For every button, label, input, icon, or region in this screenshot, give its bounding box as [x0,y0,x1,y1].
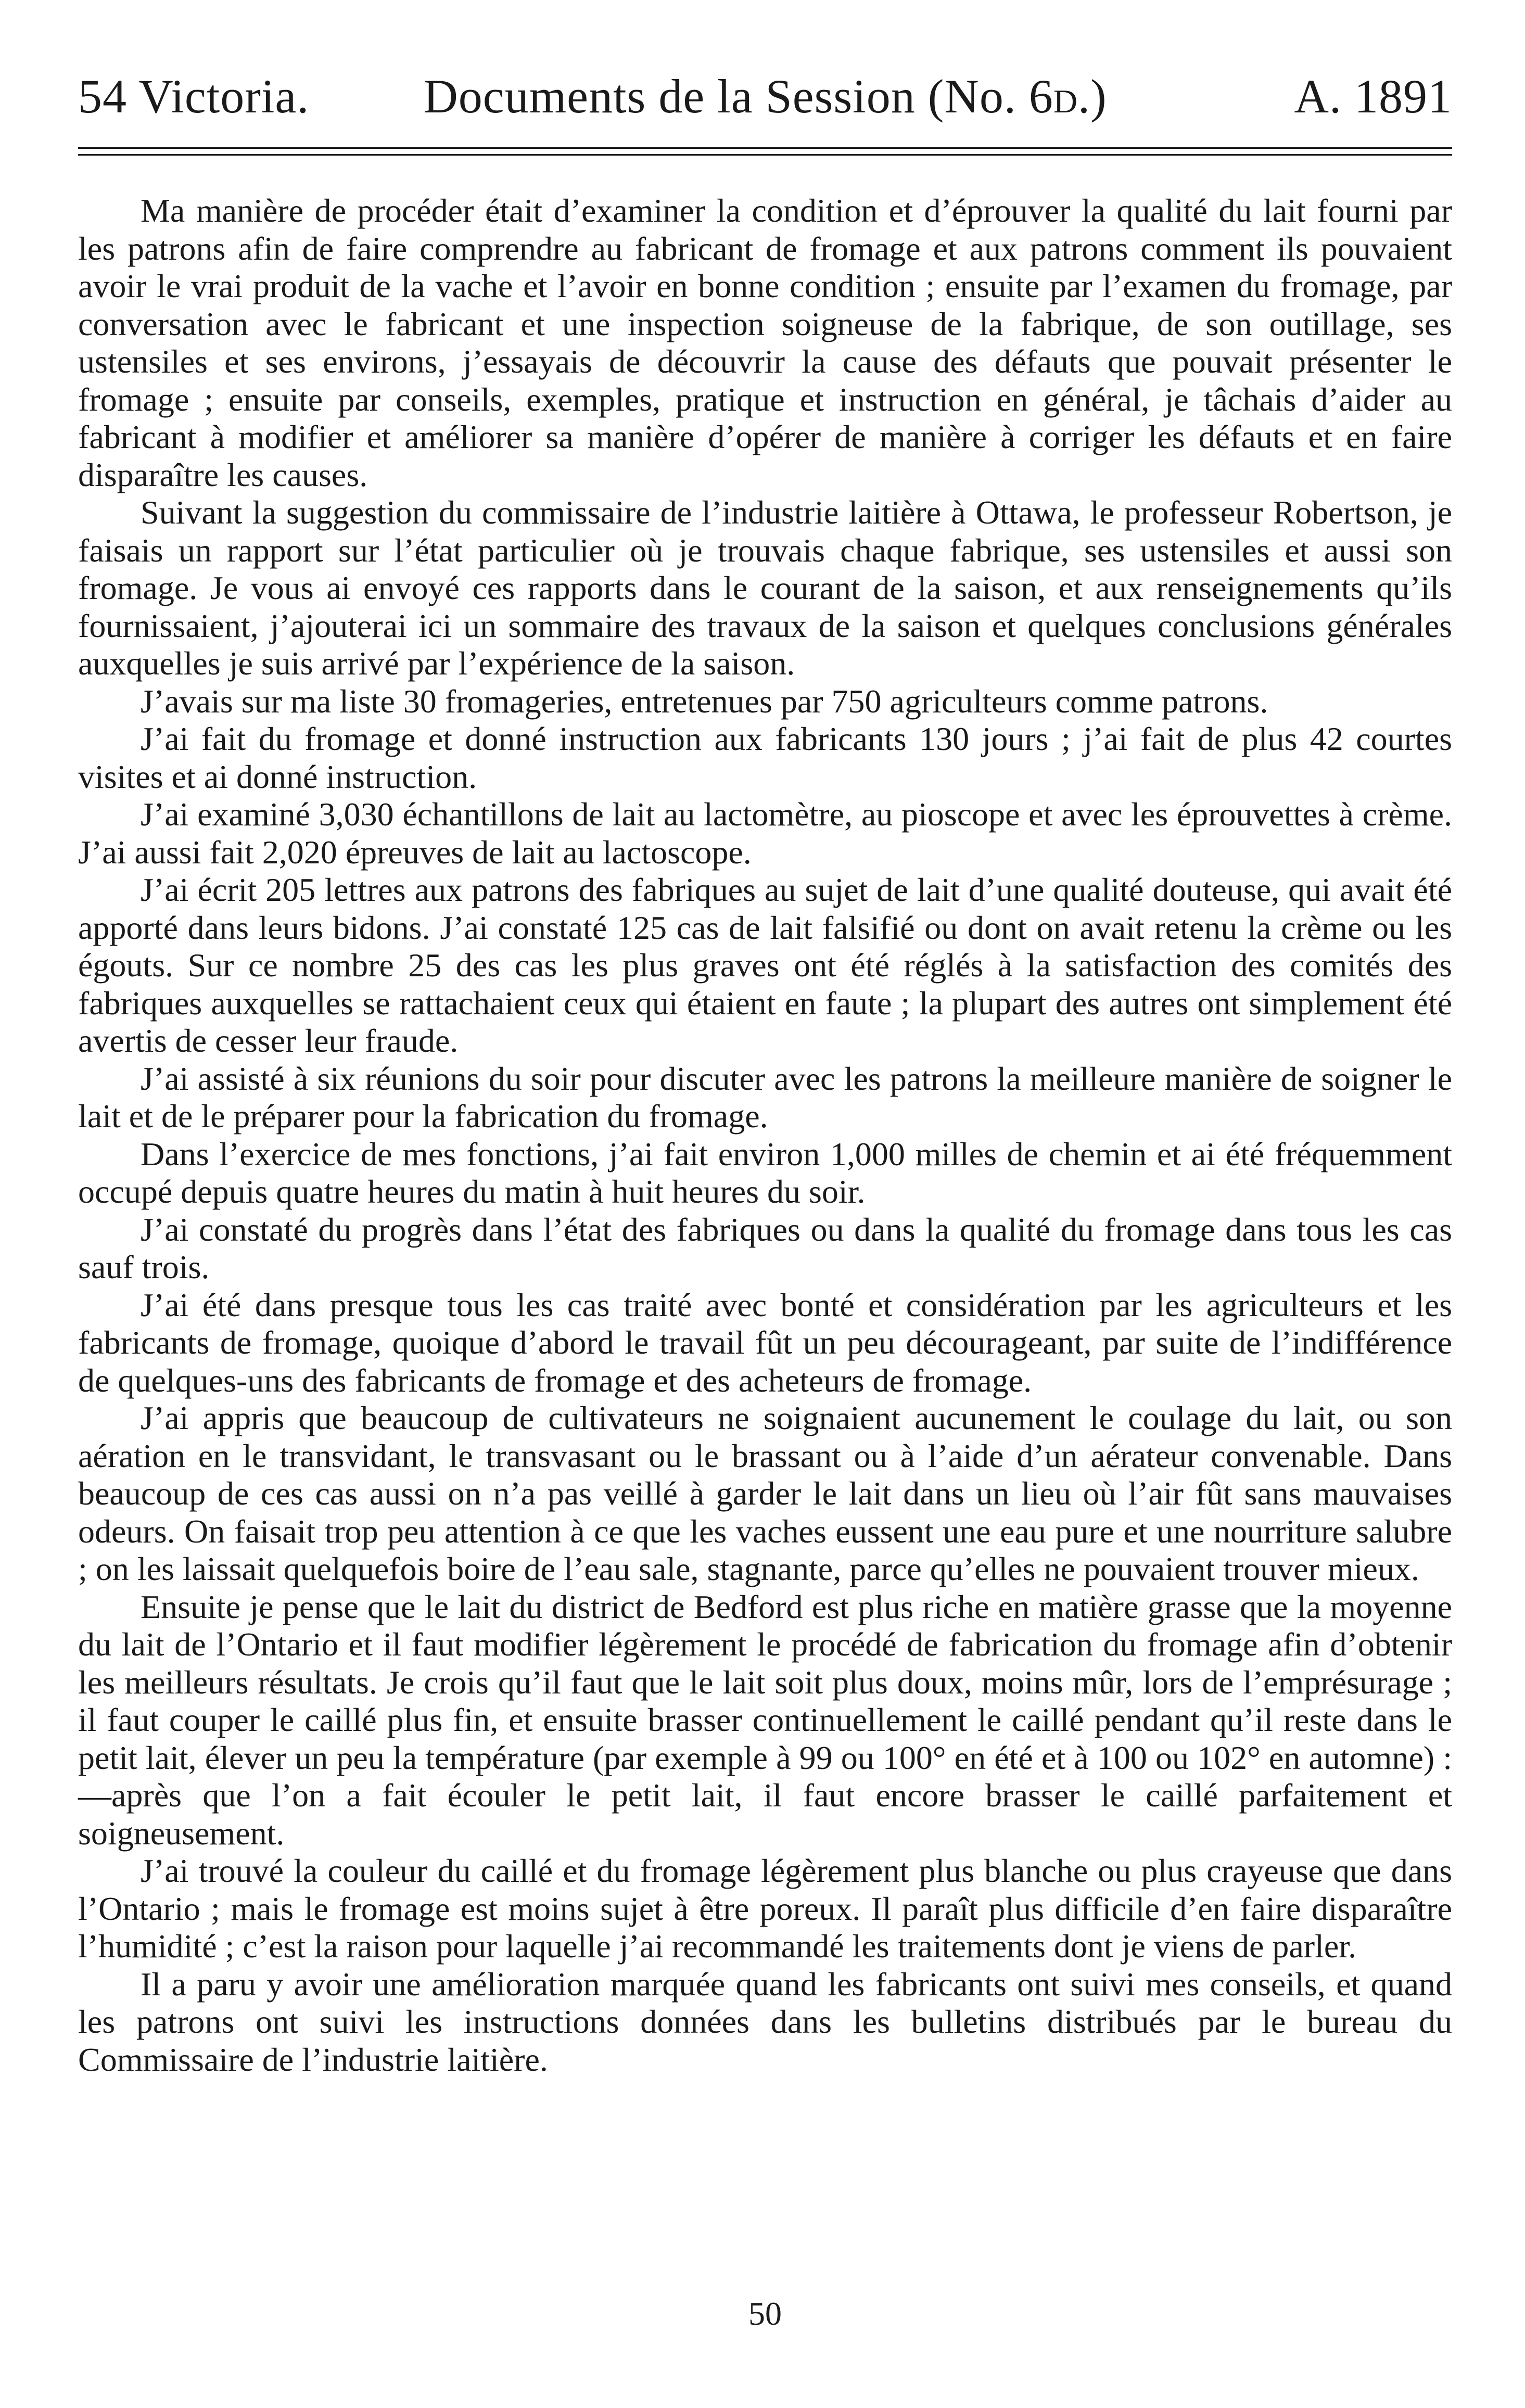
header-double-rule [78,147,1452,156]
paragraph: Ensuite je pense que le lait du district de Bedford est plus riche en matière grasse que la moyenne du lait de l’Ontario et il faut modifier légèrement le procédé de fabrication du fromage afin d’obtenir les meilleurs résultats. Je crois qu’il faut que le lait soit plus doux, moins mûr, lors de l’emprésurage ; il faut couper le caillé plus fin, et ensuite brasser continuellement le caillé pendant qu’il reste dans le petit lait, élever un peu la température (par exemple à 99 ou 100° en été et à 100 ou 102° en automne) :—après que l’on a fait écouler le petit lait, il faut encore brasser le caillé parfaitement et soigneusement. [78,1588,1452,1852]
body-text [78,192,1452,2079]
paragraph: J’ai appris que beaucoup de cultivateurs ne soignaient aucunement le coulage du lait, ou son aération en le transvidant, le transvasant ou le brassant ou à l’aide d’un aérateur convenable. Dans beaucoup de ces cas aussi on n’a pas veillé à garder le lait dans un lieu où l’air fût sans mauvaises odeurs. On faisait trop peu attention à ce que les vaches eussent une eau pure et une nourriture salubre ; on les laissait quelquefois boire de l’eau sale, stagnante, parce qu’elles ne pouvaient trouver mieux. [78,1399,1452,1587]
paragraph: J’ai examiné 3,030 échantillons de lait au lactomètre, au pioscope et avec les éprouvettes à crème. J’ai aussi fait 2,020 épreuves de lait au lactoscope. [78,796,1452,871]
paragraph: Ma manière de procéder était d’examiner la condition et d’éprouver la qualité du lait fourni par les patrons afin de faire comprendre au fabricant de fromage et aux patrons comment ils pouvaient avoir le vrai produit de la vache et l’avoir en bonne condition ; ensuite par l’examen du fromage, par conversation avec le fabricant et une inspection soigneuse de la fabrique, de son outillage, ses ustensiles et ses environs, j’essayais de découvrir la cause des défauts que pouvait présenter le fromage ; ensuite par conseils, exemples, pratique et instruction en général, je tâchais d’aider au fabricant à modifier et améliorer sa manière d’opérer de manière à corriger les défauts et en faire disparaître les causes. [78,192,1452,493]
running-header [78,62,1452,141]
header-session-title [78,62,1452,130]
paragraph: J’ai trouvé la couleur du caillé et du fromage légèrement plus blanche ou plus crayeuse que dans l’Ontario ; mais le fromage est moins sujet à être poreux. Il paraît plus difficile d’en faire disparaître l’humidité ; c’est la raison pour laquelle j’ai recommandé les traitements dont je viens de parler. [78,1852,1452,1965]
paragraph: J’ai constaté du progrès dans l’état des fabriques ou dans la qualité du fromage dans tous les cas sauf trois. [78,1211,1452,1285]
paragraph: Suivant la suggestion du commissaire de l’industrie laitière à Ottawa, le professeur Robertson, je faisais un rapport sur l’état particulier où je trouvais chaque fabrique, ses ustensiles et aussi son fromage. Je vous ai envoyé ces rapports dans le courant de la saison, et aux renseignements qu’ils fournissaient, j’ajouterai ici un sommaire des travaux de la saison et quelques conclusions générales auxquelles je suis arrivé par l’expérience de la saison. [78,494,1452,682]
paragraph: Dans l’exercice de mes fonctions, j’ai fait environ 1,000 milles de chemin et ai été fréquemment occupé depuis quatre heures du matin à huit heures du soir. [78,1135,1452,1210]
page-number: 50 [748,2295,782,2332]
header-year-victoria: 54 Victoria. [78,70,310,123]
paragraph: J’ai écrit 205 lettres aux patrons des fabriques au sujet de lait d’une qualité douteuse, qui avait été apporté dans leurs bidons. J’ai constaté 125 cas de lait falsifié ou dont on avait retenu la crème ou les égouts. Sur ce nombre 25 des cas les plus graves ont été réglés à la satisfaction des comités des fabriques auxquelles se rattachaient ceux qui étaient en faute ; la plupart des autres ont simplement été avertis de cesser leur fraude. [78,871,1452,1059]
header-year: A. 1891 [1294,70,1452,123]
header-session-suffix-letter: d. [1053,70,1091,123]
document-page [78,62,1452,2363]
paragraph: J’avais sur ma liste 30 fromageries, entretenues par 750 agriculteurs comme patrons. [141,682,1268,720]
paragraph: J’ai fait du fromage et donné instruction aux fabricants 130 jours ; j’ai fait de plus 42 courtes visites et ai donné instruction. [78,720,1452,795]
paragraph: Il a paru y avoir une amélioration marquée quand les fabricants ont suivi mes conseils, et quand les patrons ont suivi les instructions données dans les bulletins distribués par le bureau du Commissaire de l’industrie laitière. [78,1965,1452,2078]
paragraph: J’ai assisté à six réunions du soir pour discuter avec les patrons la meilleure manière de soigner le lait et de le préparer pour la fabrication du fromage. [78,1060,1452,1135]
paragraph: J’ai été dans presque tous les cas traité avec bonté et considération par les agriculteurs et les fabricants de fromage, quoique d’abord le travail fût un peu décourageant, par suite de l’indifférence de quelques-uns des fabricants de fromage et des acheteurs de fromage. [78,1286,1452,1399]
header-session-close-paren: ) [1090,70,1107,123]
header-session-title-text: Documents de la Session (No. 6 [423,70,1053,123]
